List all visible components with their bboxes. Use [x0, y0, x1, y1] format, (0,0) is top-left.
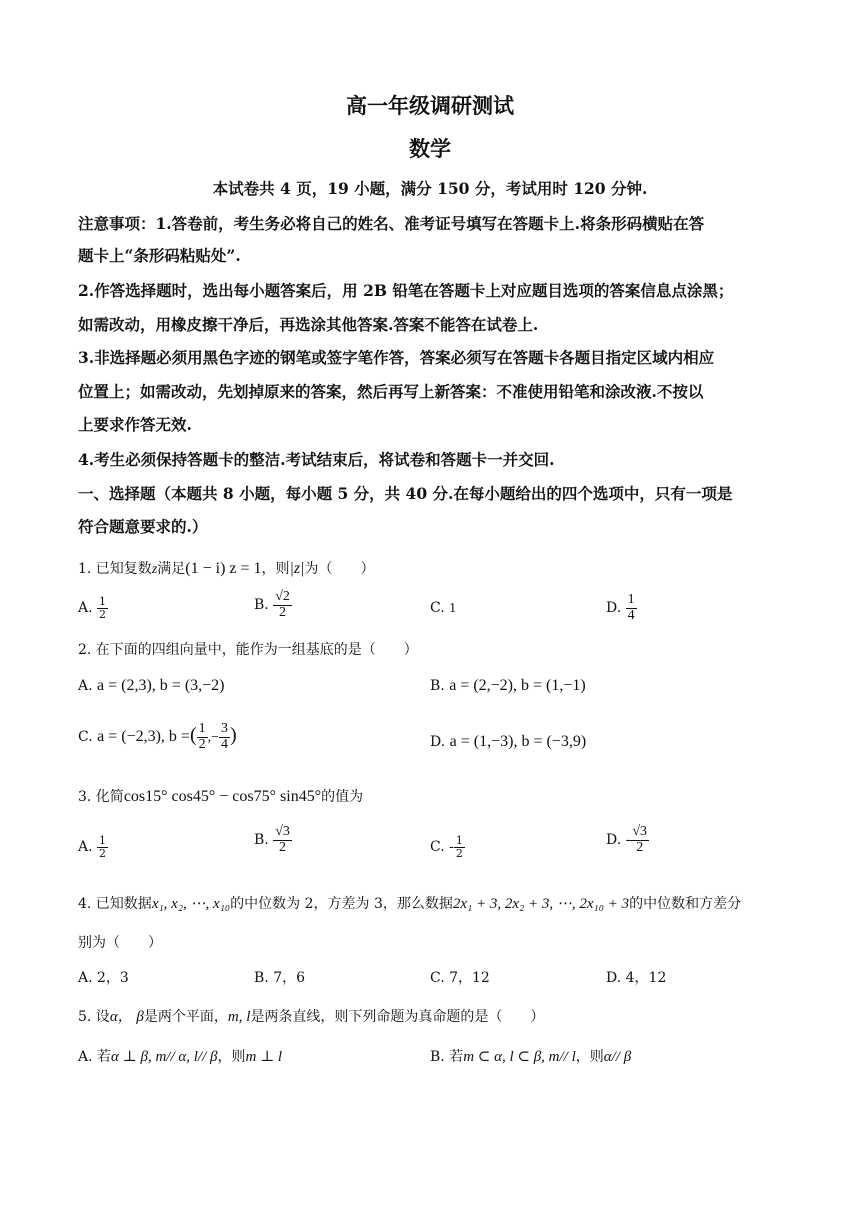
q4-option-c[interactable]: C. 7，12: [430, 970, 490, 986]
fraction: [273, 590, 292, 620]
option-label: B.: [254, 832, 269, 849]
subject-title: 数学: [409, 136, 451, 161]
option-condition: m ⊂ α, l ⊂ β, m// l: [463, 1049, 576, 1065]
q4-data-2: 2x₁ + 3, 2x₂ + 3, ⋯, 2x₁₀ + 3: [452, 896, 630, 912]
option-result: α// β: [603, 1049, 632, 1065]
option-value: a = (2,3), b = (3,−2): [97, 677, 225, 694]
q3-stem-part: 3. 化简: [78, 789, 124, 805]
q1-stem-part: ，则: [261, 561, 290, 577]
denominator: 2: [279, 839, 287, 855]
q5-option-b[interactable]: [430, 1046, 631, 1066]
q5-option-a[interactable]: [78, 1046, 282, 1066]
q1-stem-part: 为（ ）: [304, 561, 375, 577]
q4-option-b[interactable]: B. 7，6: [254, 970, 306, 986]
q3-option-b[interactable]: [254, 825, 292, 855]
fraction: [97, 835, 108, 859]
q1-abs-z: |z|: [289, 560, 305, 577]
option-label: B.: [254, 597, 269, 614]
separator: ,−: [207, 730, 220, 746]
q1-option-c[interactable]: [430, 600, 456, 617]
q5-stem-part: 5. 设: [78, 1009, 110, 1025]
option-condition: α ⊥ β, m// α, l// β: [111, 1049, 218, 1065]
q2-option-c[interactable]: [78, 722, 237, 752]
option-label: A.: [78, 839, 93, 856]
fraction: [97, 596, 108, 620]
numerator: 1: [99, 834, 107, 847]
q4-option-d[interactable]: D. 4，12: [606, 970, 667, 986]
denominator: 2: [99, 846, 107, 860]
q2-option-d[interactable]: [430, 733, 586, 751]
option-then: ，则: [217, 1049, 246, 1065]
numerator: √3: [632, 824, 648, 839]
notes-line-8: 4.考生必须保持答题卡的整洁.考试结束后，将试卷和答题卡一并交回.: [78, 450, 555, 469]
q4-stem-part: 4. 已知数据: [78, 896, 152, 912]
q1-stem-part: 满足: [157, 561, 186, 577]
option-label: C. -: [430, 839, 454, 856]
q1-equation: (1 − i) z = 1: [185, 560, 262, 577]
option-label: A.: [78, 600, 93, 617]
question-2-stem: 2. 在下面的四组向量中，能作为一组基底的是（ ）: [78, 642, 418, 658]
q5-stem-part: 是两条直线，则下列命题为真命题的是（ ）: [250, 1009, 545, 1025]
q4-stem-part: 的中位数和方差分: [629, 896, 742, 912]
q5-m-l: m, l: [227, 1009, 251, 1025]
option-label: C.: [430, 600, 445, 616]
numerator: 1: [99, 595, 107, 608]
denominator: 2: [279, 604, 287, 620]
open-paren: (: [189, 724, 197, 747]
numerator: 3: [221, 721, 229, 736]
section-heading-line-1: 一、选择题（本题共 8 小题，每小题 5 分，共 40 分.在每小题给出的四个选项中，只有一项是: [78, 484, 733, 503]
denominator: 2: [99, 607, 107, 621]
fraction: [454, 835, 465, 859]
notes-line-7: 上要求作答无效.: [78, 415, 192, 434]
q5-stem-part: 是两个平面，: [143, 1009, 228, 1025]
question-3-stem: [78, 786, 363, 806]
option-label: A.: [78, 678, 93, 694]
q3-expression: cos15° cos45° − cos75° sin45°: [123, 788, 322, 805]
numerator: 1: [455, 834, 463, 847]
option-value: a = (−2,3), b =: [97, 728, 190, 746]
denominator: 4: [221, 736, 229, 752]
exam-info: 本试卷共 4 页，19 小题，满分 150 分，考试用时 120 分钟.: [212, 179, 648, 198]
q1-option-d[interactable]: [606, 593, 637, 623]
fraction: [197, 722, 208, 752]
numerator: √2: [275, 589, 290, 604]
option-label: D.: [606, 600, 622, 617]
option-label: D.: [430, 734, 446, 750]
option-value: a = (2,−2), b = (1,−1): [449, 677, 586, 694]
numerator: 1: [627, 592, 635, 607]
question-5-stem: [78, 1005, 544, 1026]
option-label: A. 若: [78, 1049, 112, 1065]
option-value: a = (1,−3), b = (−3,9): [449, 733, 587, 750]
denominator: 2: [455, 846, 463, 860]
q4-stem-part: 的中位数为 2，方差为 3，那么数据: [230, 896, 453, 912]
notes-line-4: 如需改动，用橡皮擦干净后，再选涂其他答案.答案不能答在试卷上.: [78, 315, 539, 334]
q1-option-b[interactable]: [254, 590, 292, 620]
section-heading-line-2: 符合题意要求的.）: [78, 517, 208, 536]
q2-option-a[interactable]: [78, 677, 225, 695]
notes-line-6: 位置上；如需改动，先划掉原来的答案，然后再写上新答案：不准使用铅笔和涂改液.不按以: [78, 382, 704, 401]
q2-option-b[interactable]: [430, 677, 586, 695]
option-label: C.: [78, 729, 93, 746]
denominator: 4: [627, 607, 635, 623]
numerator: 1: [198, 721, 206, 736]
fraction: [626, 593, 637, 623]
notes-line-3: 2.作答选择题时，选出每小题答案后，用 2B 铅笔在答题卡上对应题目选项的答案信息点涂黑；: [78, 281, 734, 300]
close-paren: ): [230, 724, 237, 747]
fraction: [219, 722, 230, 752]
denominator: 2: [636, 839, 644, 855]
notes-line-2: 题卡上“条形码粘贴处”.: [78, 246, 241, 265]
q3-option-a[interactable]: [78, 835, 108, 859]
q1-option-a[interactable]: [78, 596, 108, 620]
q3-option-c[interactable]: [430, 835, 465, 859]
q4-option-a[interactable]: A. 2，3: [78, 970, 129, 986]
q3-stem-part: 的值为: [321, 789, 364, 805]
question-4-stem: [78, 893, 741, 913]
option-label: D. -: [606, 832, 631, 849]
denominator: 2: [198, 736, 206, 752]
q1-stem-part: 1. 已知复数: [78, 561, 152, 577]
option-label: B.: [430, 678, 445, 694]
option-label: B. 若: [430, 1049, 464, 1065]
option-result: m ⊥ l: [245, 1049, 283, 1065]
option-then: ，则: [575, 1049, 604, 1065]
fraction: [630, 825, 649, 855]
question-4-stem-cont: 别为（ ）: [78, 935, 162, 951]
exam-title: 高一年级调研测试: [346, 93, 514, 118]
option-value: 1: [449, 601, 457, 616]
notes-line-5: 3.非选择题必须用黑色字迹的钢笔或签字笔作答，答案必须写在答题卡各题目指定区域内相应: [78, 348, 715, 367]
q1-var-z: z: [151, 562, 158, 577]
numerator: √3: [275, 824, 290, 839]
notes-line-1: 注意事项：1.答卷前，考生务必将自己的姓名、准考证号填写在答题卡上.将条形码横贴在答: [78, 214, 705, 233]
q3-option-d[interactable]: [606, 825, 649, 855]
fraction: [273, 825, 292, 855]
q4-data-1: x₁, x₂, ⋯, x₁₀: [151, 896, 231, 912]
q5-alpha-beta: α， β: [109, 1009, 144, 1025]
question-1-stem: [78, 558, 375, 578]
